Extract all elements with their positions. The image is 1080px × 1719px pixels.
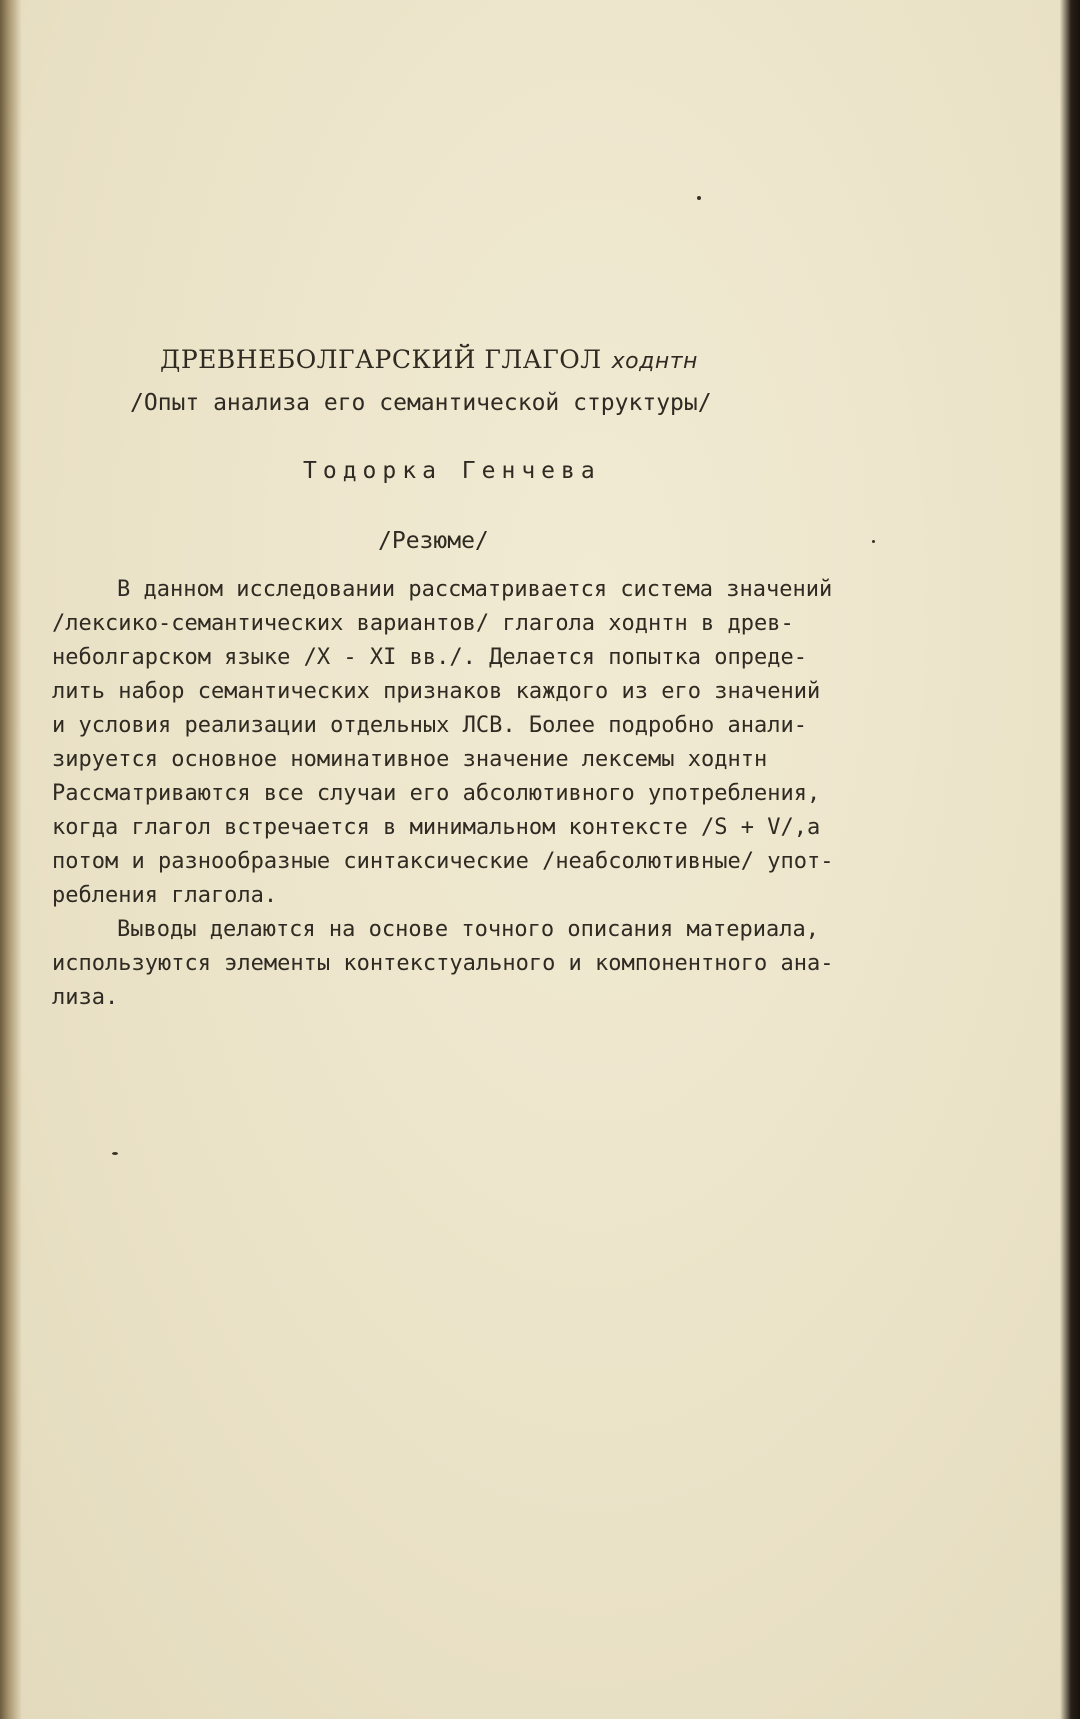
body-line: неболгарском языке /X - XI вв./. Делается попытка опреде- xyxy=(52,645,807,670)
author-name: Тодорка Генчева xyxy=(303,458,601,484)
title-verb: ходнтн xyxy=(611,349,698,374)
page-edge-right xyxy=(1060,0,1080,1719)
resume-heading: /Резюме/ xyxy=(378,528,489,554)
body-line: когда глагол встречается в минимальном контексте /S + V/,а xyxy=(52,815,821,840)
body-line: зируется основное номинативное значение лексемы ходнтн xyxy=(52,747,768,772)
body-line: В данном исследовании рассматривается система значений xyxy=(117,577,833,602)
speck xyxy=(112,1152,118,1155)
binding-shadow-left xyxy=(0,0,22,1719)
body-line: ребления глагола. xyxy=(52,883,278,908)
body-line: потом и разнообразные синтаксические /неабсолютивные/ упот- xyxy=(52,849,834,874)
body-line: лить набор семантических признаков каждого из его значений xyxy=(52,679,821,704)
speck xyxy=(697,196,701,200)
body-line: Выводы делаются на основе точного описания материала, xyxy=(117,917,819,942)
speck xyxy=(872,540,875,543)
document-subtitle: /Опыт анализа его семантической структуры/ xyxy=(130,390,712,416)
body-line: Рассматриваются все случаи его абсолютивного употребления, xyxy=(52,781,821,806)
body-line: и условия реализации отдельных ЛСВ. Более подробно анали- xyxy=(52,713,807,738)
body-line: используются элементы контекстуального и компонентного ана- xyxy=(52,951,834,976)
title-text: ДРЕВНЕБОЛГАРСКИЙ ГЛАГОЛ xyxy=(160,345,602,374)
document-title xyxy=(160,345,698,374)
body-line: лиза. xyxy=(52,985,119,1010)
body-line: /лексико-семантических вариантов/ глагола ходнтн в древ- xyxy=(52,611,794,636)
